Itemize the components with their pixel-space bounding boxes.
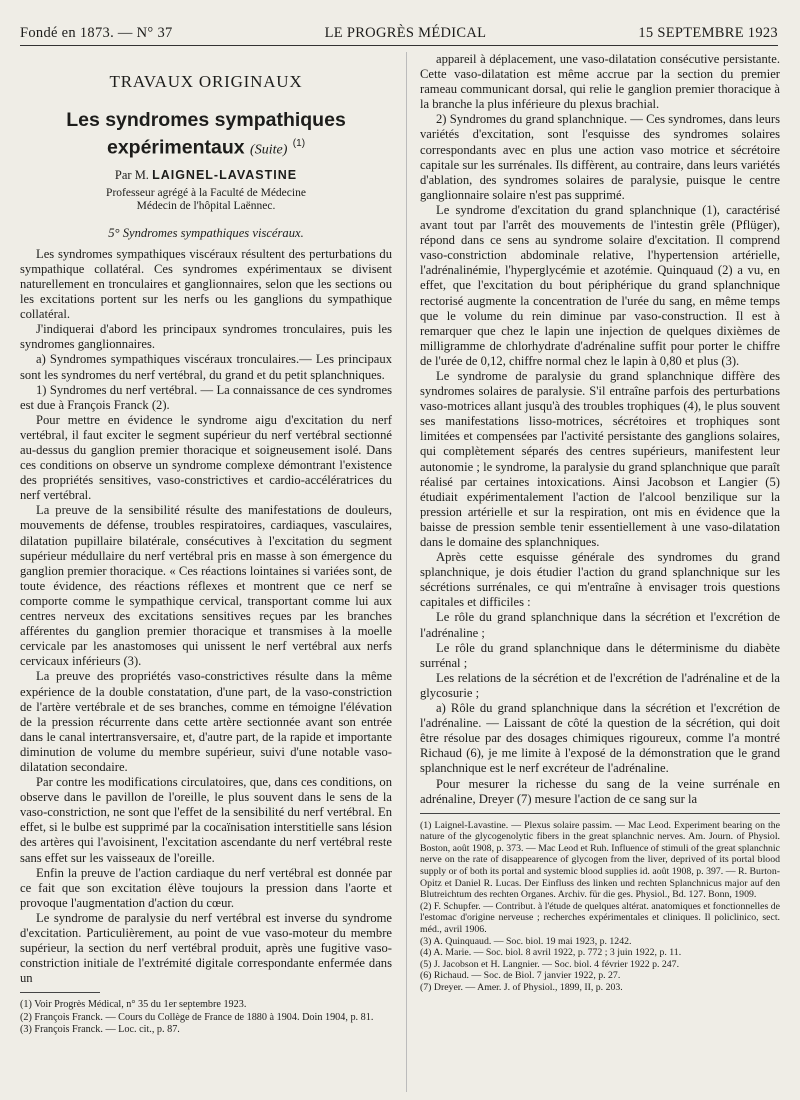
article-title (20, 109, 392, 162)
footnote-rule (420, 813, 780, 814)
paragraph: a) Rôle du grand splanchnique dans la sécrétion et l'excrétion de l'adrénaline. — Laissant de côté la question de la sécrétion, qui doit être résolue par des dosages chimiques rigoureux, comme l'a montré Richaud (6), je me limite à l'exposé de la démonstration que le grand splanchnique est le nerf excréteur de l'adrénaline. (420, 701, 780, 776)
paragraph: Le syndrome de paralysie du nerf vertébral est inverse du syndrome d'excitation. Particulièrement, au point de vue vaso-moteur du membre supérieur, la section du nerf vertébral produit, après une fugitive vaso-constriction initiale de l'extrémité digitale correspondante enfermée dans un (20, 910, 392, 986)
article-title-text: Les syndromes sympathiques expérimentaux (66, 109, 346, 159)
footnote: (3) A. Quinquaud. — Soc. biol. 19 mai 1923, p. 1242. (420, 935, 632, 947)
footnote: (4) A. Marie. — Soc. biol. 8 avril 1922, p. 772 ; 3 juin 1922, p. 11. (420, 947, 682, 959)
paragraph: Les relations de la sécrétion et de l'excrétion de l'adrénaline et de la glycosurie ; (420, 670, 780, 700)
article-title-block (20, 109, 392, 183)
paragraph: Le syndrome d'excitation du grand splanchnique (1), caractérisé avant tout par l'arrêt des mouvements de l'intestin grêle (Pflüger), répond dans ce sens au syndrome solaire d'excitation. Il comprend vaso-constriction abdominale relative, l'hypertension artérielle, l'adrénalinémie, l'hyperglycémie et azotémie. Quinquaud (2) a vu, en effet, que l'excitation du bout périphérique du grand splanchnique rectorisé augmente la concentration de l'urée du sang, en même temps que le volume du rein diminue par vaso-construction. Il est à remarquer que chez le lapin une injection de quelques dixièmes de milligramme de chlorhydrate d'adrénaline suffit pour porter le chiffre de l'urée de 0,12, chiffre normal chez le lapin à 0,80 et plus (3). (420, 202, 780, 368)
paragraph: La preuve des propriétés vaso-constrictives résulte dans la même expérience de la double constatation, d'une part, de la vaso-constriction de l'artère vertébrale et de ses branches, comme en témoigne l'élévation de la pression récurrente dans cette artère sectionnée avant son entrée dans le canal intertransversaire, et, d'autre part, de la rapide et importante diminution de volume du membre supérieur, suivi d'une notable vaso-dilatation secondaire. (20, 669, 392, 774)
paragraph: Enfin la preuve de l'action cardiaque du nerf vertébral est donnée par ce fait que son excitation élève toujours la pression dans l'aorte et provoque l'augmentation d'action du cœur. (20, 865, 392, 910)
paragraph: Les syndromes sympathiques viscéraux résultent des perturbations du sympathique collatéral. Ces syndromes expérimentaux se divisent naturellement en tronculaires et ganglionnaires, selon que les sections ou les excitations portent sur les nerfs ou les ganglions du sympathique collatéral. (20, 246, 392, 322)
paragraph: Le rôle du grand splanchnique dans la sécrétion et l'excrétion de l'adrénaline ; (420, 610, 780, 640)
paragraph: Par contre les modifications circulatoires, que, dans ces conditions, on observe dans le pavillon de l'oreille, le plus souvent dans le sens de la vaso-constriction, ne sont que l'effet de la sensibilité du nerf vertébral. En effet, si le bulbe est supprimé par la cocaïnisation interstitielle sans lésion des artères qui l'avoisinent, l'excitation ascendante du nerf vertébral reste sans effet sur les vaisseaux de l'oreille. (20, 775, 392, 865)
affiliation-line-2: Médecin de l'hôpital Laënnec. (136, 200, 276, 213)
footnote: (2) F. Schupfer. — Contribut. à l'étude de quelques altérat. anatomiques et fonctionnelles de l'estomac d'origine nerveuse ; recherches expérimentales et cliniques. Il policlinico, sect. méd., avril 1906. (420, 900, 780, 936)
column-divider (406, 52, 407, 1092)
footnote: (7) Dreyer. — Amer. J. of Physiol., 1899, II, p. 203. (420, 982, 623, 993)
footnote: (6) Richaud. — Soc. de Biol. 7 janvier 1922, p. 27. (420, 970, 621, 982)
header-rule (20, 45, 778, 46)
footnote: (2) François Franck. — Cours du Collège de France de 1880 à 1904. Doin 1904, p. 81. (20, 1011, 374, 1023)
header-date: 15 SEPTEMBRE 1923 (638, 25, 778, 41)
footnote: (3) François Franck. — Loc. cit., p. 87. (20, 1023, 180, 1035)
right-body-text (420, 52, 780, 807)
right-footnotes (420, 813, 780, 994)
author-name: LAIGNEL-LAVASTINE (152, 167, 298, 182)
footnote: (1) Voir Progrès Médical, n° 35 du 1er septembre 1923. (20, 999, 247, 1011)
footnote-rule (20, 992, 100, 993)
page-header (20, 20, 778, 42)
paragraph: Le syndrome de paralysie du grand splanchnique diffère des syndromes solaires de paralysie. S'il entraîne parfois des perturbations vaso-motrices allant jusqu'à des troubles trophiques (4), le plus souvent ses manifestations lisso-motrices, sécrétoires et trophiques sont limitées et compensées par l'activité persistante des ganglions solaires, qui complètement séparés des centres supérieurs, manifestent leur autonomie ; le syndrome, la paralysie du grand splanchnique que paraît réalisé par certaines intoxications. Ainsi Jacobson et Langier (5) étudiait expérimentalement l'action de l'alcool benzilique sur la pression artérielle et sur la respiration, ont mis en évidence que la baisse de pression semble tenir essentiellement à une vaso-dilatation dans le domaine des splanchniques. (420, 368, 780, 549)
paragraph: a) Syndromes sympathiques viscéraux tronculaires.— Les principaux sont les syndromes du nerf vertébral, du grand et du petit splanchniques. (20, 352, 392, 382)
paragraph: J'indiquerai d'abord les principaux syndromes tronculaires, puis les syndromes ganglionnaires. (20, 322, 392, 352)
header-founded: Fondé en 1873. — N° 37 (20, 25, 173, 41)
left-column (20, 52, 392, 1036)
footnote: (5) J. Jacobson et H. Langnier. — Soc. biol. 4 février 1922 p. 247. (420, 958, 680, 970)
paragraph: Le rôle du grand splanchnique dans le déterminisme du diabète surrénal ; (420, 640, 780, 670)
paragraph: 2) Syndromes du grand splanchnique. — Ces syndromes, dans leurs variétés d'excitation, sont l'esquisse des syndromes solaires correspondants avec en plus une action vaso motrice et sécrétoire capitale sur les surrénales. Ils diffèrent, au contraire, dans leurs variétés d'ablation, des syndromes solaires de paralysie, puisque le centre ganglionnaire solaire n'est pas supprimé. (420, 112, 780, 202)
left-footnotes (20, 992, 392, 1036)
paragraph: La preuve de la sensibilité résulte des manifestations de douleurs, mouvements de défense, troubles respiratoires, cardiaques, vasculaires, dilatation pupillaire bilatérale, consécutives à l'excitation du segment supérieur médullaire du nerf vertébral pris en masse à son émergence du ganglion premier thoracique. « Ces réactions lointaines si variées sont, de toute évidence, des réactions réflexes et montrent que ce nerf se comporte comme le sympathique cervical, transportant comme lui aux centres nerveux des excitations sensitives reçues par les branches afférentes du ganglion premier thoracique et transmises à la moelle cervicale par les anastomoses qui unissent le nerf vertébral aux nerfs cervicaux inférieurs (3). (20, 503, 392, 669)
author-affiliation (20, 187, 392, 214)
paragraph: Pour mesurer la richesse du sang de la veine surrénale en adrénaline, Dreyer (7) mesure l'action de ce sang sur la (420, 776, 780, 806)
paragraph: appareil à déplacement, une vaso-dilatation consécutive persistante. Cette vaso-dilatation est même accrue par la section du premier rameau communicant dorsal, qui relie le ganglion premier thoracique à la branche la plus inférieure du plexus brachial. (420, 52, 780, 112)
right-column (420, 52, 780, 994)
section-heading: TRAVAUX ORIGINAUX (109, 72, 303, 91)
article-title-note: (1) (292, 138, 306, 150)
author-prefix: Par M. (114, 167, 149, 182)
article-suite: (Suite) (250, 142, 288, 158)
author-line (20, 168, 392, 183)
footnote: (1) Laignel-Lavastine. — Plexus solaire passim. — Mac Leod. Experiment bearing on the nature of the glycogenolytic fibers in the great splanchnic nerves. Am. Journ. of Physiol. Boston, août 1908, p. 373. — Mac Leod et Ruh. Influence of stimuli of the great splanchnic nerve on the rate of disappearence of glycogen from the liver, deprived of its portal blood supply or of both its portal and systemic blood supplies id. août 1908, p. 397. — R. Burton-Opitz et Daniel R. Lucas. Der Einfluss des linken und rechten Splanchnicus major auf den Blutreichtum des rechten Organes. Archiv. für die ges. Physiol., Bd. 127. Bonn, 1909. (420, 819, 780, 901)
affiliation-line-1: Professeur agrégé à la Faculté de Médecine (106, 186, 306, 199)
paragraph: Après cette esquisse générale des syndromes du grand splanchnique, je dois étudier l'action du grand splanchnique sur les sécrétions surrénales, ce qui m'entraîne à envisager trois questions capitales et difficiles : (420, 550, 780, 610)
paragraph: 1) Syndromes du nerf vertébral. — La connaissance de ces syndromes est due à François Franck (2). (20, 382, 392, 412)
header-journal-title: LE PROGRÈS MÉDICAL (324, 25, 487, 41)
subsection-heading-text: 5° Syndromes sympathiques viscéraux. (108, 225, 304, 240)
left-body-text (20, 247, 392, 987)
paragraph: Pour mettre en évidence le syndrome aigu d'excitation du nerf vertébral, il faut exciter le segment supérieur du nerf vertébral sectionné au-dessus du ganglion premier thoracique et soigneusement isolé. Dans ces conditions on observe un syndrome complexe démontrant l'existence des propriétés sensitives, vaso-constrictives et cardio-accélératrices du nerf vertébral. (20, 412, 392, 503)
subsection-heading (20, 226, 392, 241)
